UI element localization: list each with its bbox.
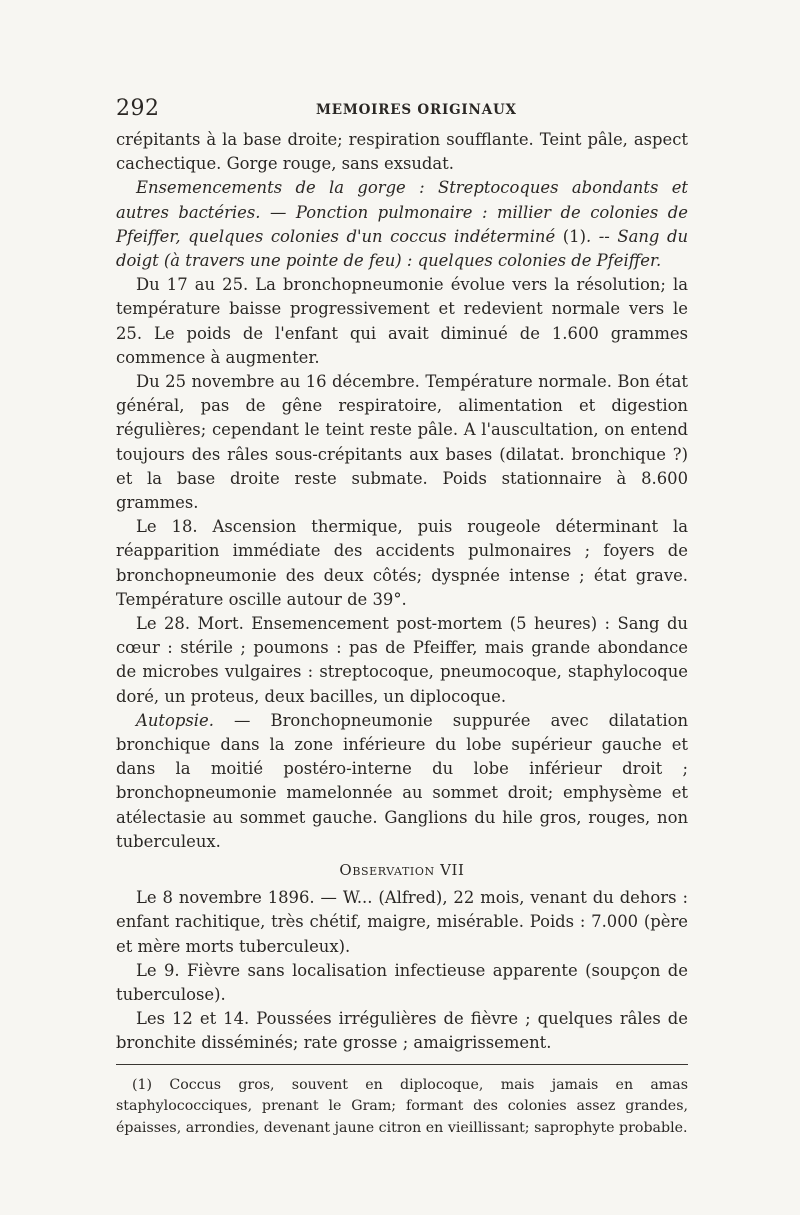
running-title: MEMOIRES ORIGINAUX [316,102,517,118]
footnote [116,1075,688,1140]
footnote-ref[interactable]: (1) [562,226,586,246]
observation-paragraph-3: Les 12 et 14. Poussées irrégulières de fièvre ; quelques râles de bronchite disséminés; rate grosse ; amaigrissement. [116,1009,688,1053]
paragraph-le-18: Le 18. Ascension thermique, puis rougeole déterminant la réapparition immédiate des accidents pulmonaires ; foyers de bronchopneumonie des deux côtés; dyspnée intense ; état grave. Température oscille autour de 39°. [116,517,688,609]
paragraph-25-novembre: Du 25 novembre au 16 décembre. Température normale. Bon état général, pas de gêne respiratoire, alimentation et digestion régulières; cependant le teint reste pâle. A l'auscultation, on entend toujours des râles sous-crépitants aux bases (dilatat. bronchique ?) et la base droite reste submate. Poids stationnaire à 8.600 grammes. [116,372,688,513]
observation-paragraph-2: Le 9. Fièvre sans localisation infectieuse apparente (soupçon de tuberculose). [116,960,688,1004]
page-header [116,96,688,126]
paragraph-le-28: Le 28. Mort. Ensemencement post-mortem (5 heures) : Sang du cœur : stérile ; poumons : pas de Pfeiffer, mais grande abondance de microbes vulgaires : streptocoque, pneumocoque, staphylocoque doré, un proteus, deux bacilles, un diplocoque. [116,614,688,706]
page-number: 292 [116,96,160,121]
footnote-divider [116,1064,688,1065]
footnote-text: (1) Coccus gros, souvent en diplocoque, mais jamais en amas staphylococciques, prenant le Gram; formant des colonies assez grandes, épaisses, arrondies, devenant jaune citron en vieillissant; saprophyte probable. [116,1076,688,1136]
ensemencements-text: Ensemencements de la gorge : Streptocoques abondants et autres bactéries. — Ponction pulmonaire : millier de colonies de Pfeiffer, quelques colonies d'un coccus indéterminé [116,178,688,246]
autopsie-label: Autopsie. [136,710,214,730]
paragraph-autopsie [116,709,688,854]
page [116,96,688,1139]
body-text [116,128,688,1056]
paragraph-continuation: crépitants à la base droite; respiration soufflante. Teint pâle, aspect cachectique. Gorge rouge, sans exsudat. [116,130,688,174]
sang-du-doigt-text: . -- Sang du doigt (à travers une pointe de feu) : quelques colonies de Pfeiffer. [116,226,688,271]
section-title: Observation VII [339,861,465,880]
observation-paragraph-1: Le 8 novembre 1896. — W... (Alfred), 22 mois, venant du dehors : enfant rachitique, très chétif, maigre, misérable. Poids : 7.000 (père et mère morts tuberculeux). [116,888,688,956]
autopsie-text: — Bronchopneumonie suppurée avec dilatation bronchique dans la zone inférieure du lobe supérieur gauche et dans la moitié postéro-interne du lobe inférieur droit ; bronchopneumonie mamelonnée au sommet droit; emphysème et atélectasie au sommet gauche. Ganglions du hile gros, rouges, non tuberculeux. [116,710,688,851]
paragraph-17-au-25: Du 17 au 25. La bronchopneumonie évolue vers la résolution; la température baisse progressivement et redevient normale vers le 25. Le poids de l'enfant qui avait diminué de 1.600 grammes commence à augmenter. [116,275,688,367]
paragraph-ensemencements [116,176,688,273]
